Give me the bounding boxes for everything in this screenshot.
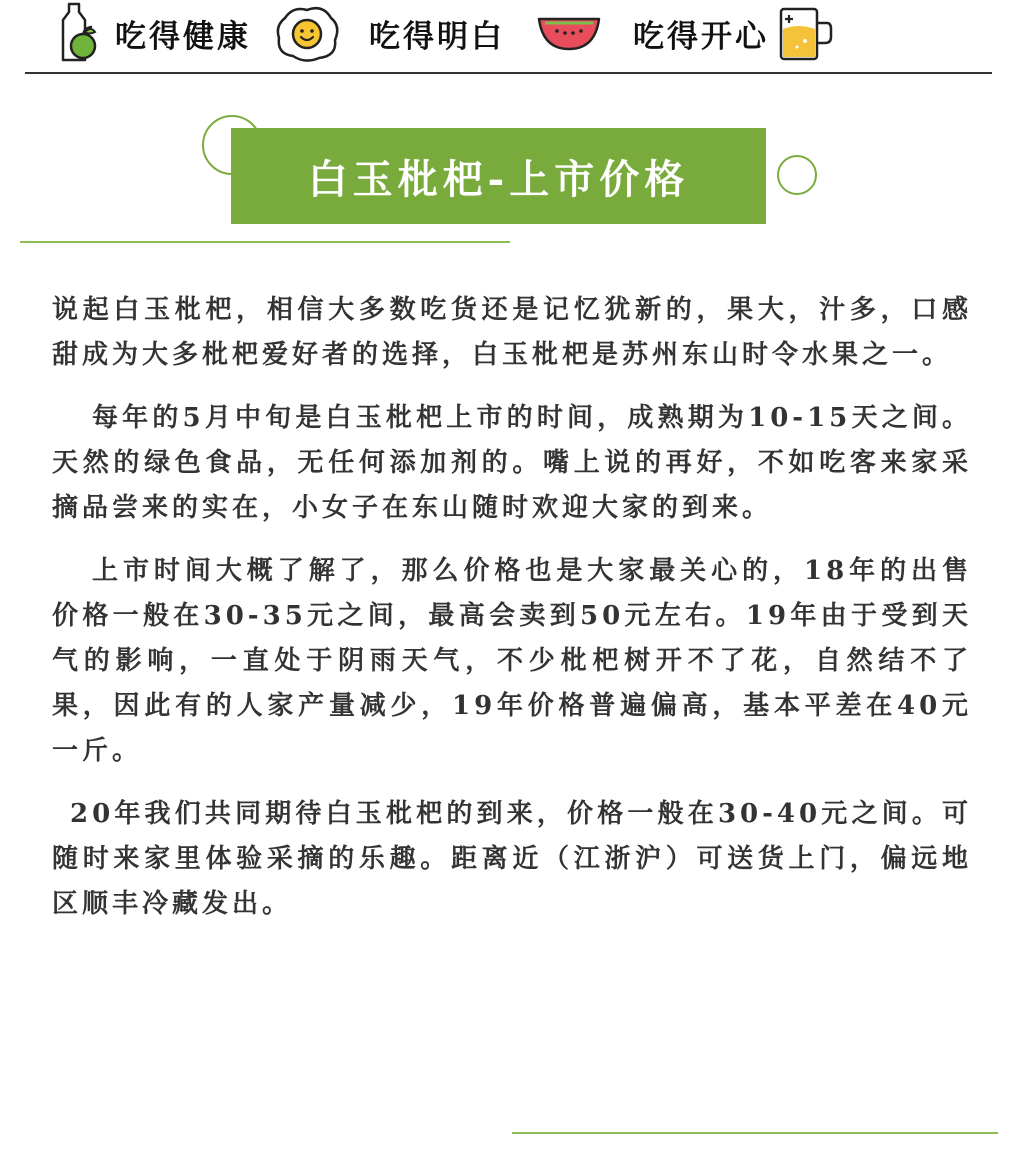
banner-divider	[25, 72, 992, 74]
apple-bottle-icon	[55, 2, 107, 64]
watermelon-icon	[535, 13, 603, 53]
title-banner	[231, 128, 766, 224]
paragraph-price-history: 上市时间大概了解了，那么价格也是大家最关心的，18年的出售价格一般在30-35元之间，最高会卖到50元左右。19年由于受到天气的影响，一直处于阴雨天气，不少枇杷树开不了花，自然结不了果，因此有的人家产量减少，19年价格普遍偏高，基本平差在40元一斤。	[52, 556, 972, 766]
fried-egg-icon	[273, 4, 343, 62]
paragraph-intro: 说起白玉枇杷，相信大多数吃货还是记忆犹新的，果大，汁多，口感甜成为大多枇杷爱好者的选择，白玉枇杷是苏州东山时令水果之一。	[52, 295, 972, 370]
slogan-understand: 吃得明白	[369, 18, 505, 55]
slogan-healthy: 吃得健康	[115, 18, 251, 55]
slogan-happy: 吃得开心	[633, 18, 769, 55]
page-title: 白玉枇杷-上市价格	[307, 155, 690, 203]
juice-mug-icon	[775, 3, 835, 63]
paragraph-season: 每年的5月中旬是白玉枇杷上市的时间，成熟期为10-15天之间。天然的绿色食品，无任何添加剂的。嘴上说的再好，不如吃客来家采摘品尝来的实在，小女子在东山随时欢迎大家的到来。	[52, 403, 972, 523]
footer-rule	[512, 1132, 998, 1134]
decorative-ring-right	[777, 155, 817, 195]
article-body	[52, 288, 972, 945]
top-banner	[0, 0, 1024, 78]
title-underline	[20, 241, 510, 243]
paragraph-price-2020: 20年我们共同期待白玉枇杷的到来，价格一般在30-40元之间。可随时来家里体验采摘的乐趣。距离近（江浙沪）可送货上门，偏远地区顺丰冷藏发出。	[52, 799, 972, 919]
banner-row	[55, 0, 835, 66]
